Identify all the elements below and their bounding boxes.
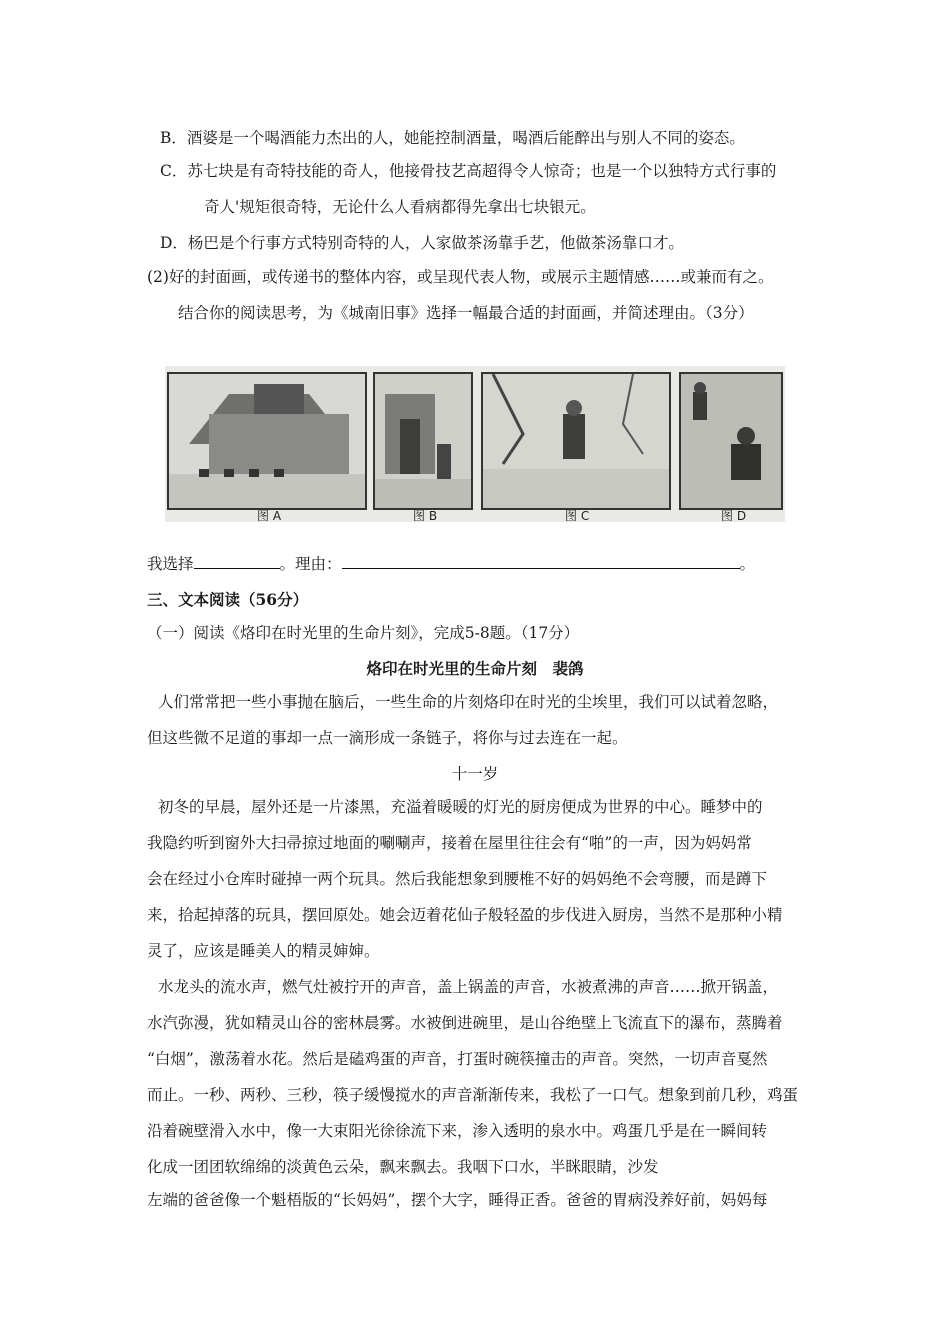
reason-blank[interactable] [342,554,740,569]
figure-c-image [481,372,671,510]
figure-b-caption: 图 B [413,509,438,523]
section-3-heading: 三、文本阅读（56分） [147,590,309,609]
paragraph-1-line5: 灵了，应该是睡美人的精灵婶婶。 [147,942,380,960]
paragraph-2-line2: 水汽弥漫，犹如精灵山谷的密林晨雾。水被倒进碗里，是山谷绝壁上飞流直下的瀑布，蒸腾着 [147,1014,783,1032]
reason-label: 。理由： [279,555,342,573]
paragraph-1-line2: 我隐约听到窗外大扫帚掠过地面的唰唰声，接着在屋里往往会有“啪”的一声，因为妈妈常 [147,834,752,852]
paragraph-2-line4: 而止。一秒、两秒、三秒，筷子缓慢搅水的声音渐渐传来，我松了一口气。想象到前几秒，鸡蛋 [147,1086,799,1104]
option-b: B．酒婆是一个喝酒能力杰出的人，她能控制酒量，喝酒后能醉出与别人不同的姿态。 [160,129,745,147]
figure-b-image [373,372,473,510]
figure-a-caption: 图 A [257,509,282,523]
figure-a-image [167,372,367,510]
article-subhead: 十一岁 [451,765,499,783]
article-title: 烙印在时光里的生命片刻 裴鸽 [366,659,584,678]
cover-illustrations [165,366,785,522]
answer-end: 。 [739,555,756,573]
paragraph-1-line1: 初冬的早晨，屋外还是一片漆黑，充溢着暖暖的灯光的厨房便成为世界的中心。睡梦中的 [158,798,763,816]
figure-c-caption: 图 C [565,509,590,523]
choose-label: 我选择 [147,555,194,573]
paragraph-1-line4: 来，拾起掉落的玩具，摆回原处。她会迈着花仙子般轻盈的步伐进入厨房，当然不是那种小精 [147,906,783,924]
question-2-line2: 结合你的阅读思考，为《城南旧事》选择一幅最合适的封面画，并简述理由。（3分） [178,304,754,322]
section-3-subheading: （一）阅读《烙印在时光里的生命片刻》，完成5-8题。（17分） [147,624,580,642]
question-2-line1: (2)好的封面画，或传递书的整体内容，或呈现代表人物，或展示主题情感……或兼而有之。 [147,268,774,286]
paragraph-1-line3: 会在经过小仓库时碰掉一两个玩具。然后我能想象到腰椎不好的妈妈绝不会弯腰，而是蹲下 [147,870,768,888]
figure-d-image [679,372,783,510]
paragraph-2-line1: 水龙头的流水声，燃气灶被拧开的声音，盖上锅盖的声音，水被煮沸的声音……掀开锅盖， [158,978,779,996]
paragraph-2-line6: 化成一团团软绵绵的淡黄色云朵，飘来飘去。我咽下口水，半眯眼睛，沙发 [147,1158,659,1176]
choice-blank[interactable] [194,554,280,569]
paragraph-2-line5: 沿着碗壁滑入水中，像一大束阳光徐徐流下来，渗入透明的泉水中。鸡蛋几乎是在一瞬间转 [147,1122,768,1140]
article-intro-line1: 人们常常把一些小事抛在脑后，一些生命的片刻烙印在时光的尘埃里，我们可以试着忽略， [158,693,779,711]
paragraph-2-line3: “白烟”，激荡着水花。然后是磕鸡蛋的声音，打蛋时碗筷撞击的声音。突然，一切声音戛然 [147,1050,768,1068]
option-c-line1: C．苏七块是有奇特技能的奇人，他接骨技艺高超得令人惊奇；也是一个以独特方式行事的 [160,162,777,180]
article-intro-line2: 但这些微不足道的事却一点一滴形成一条链子，将你与过去连在一起。 [147,729,628,747]
figure-d-caption: 图 D [721,509,747,523]
paragraph-2-line7: 左端的爸爸像一个魁梧版的“长妈妈”，摆个大字，睡得正香。爸爸的胃病没养好前，妈妈每 [147,1191,768,1209]
option-c-line2: 奇人'规矩很奇特，无论什么人看病都得先拿出七块银元。 [204,198,596,216]
answer-line [147,553,755,575]
option-d: D．杨巴是个行事方式特别奇特的人，人家做茶汤靠手艺，他做茶汤靠口才。 [160,234,684,252]
